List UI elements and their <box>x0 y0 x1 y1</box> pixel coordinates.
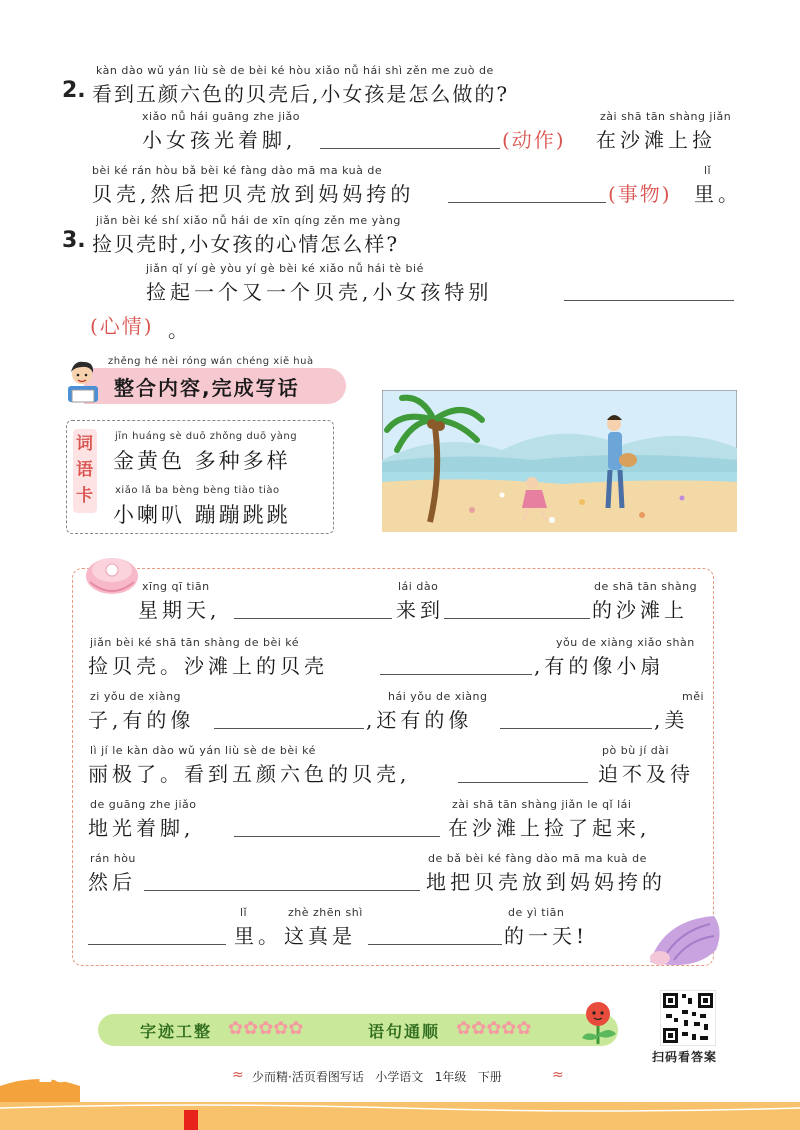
w-l2-pinyin-a: jiǎn bèi ké shā tān shàng de bèi ké <box>90 636 300 649</box>
flower-icon[interactable]: ✿ <box>471 1018 487 1039</box>
flower-icon[interactable]: ✿ <box>501 1018 517 1039</box>
footer-wave-left: ≈ <box>232 1067 244 1083</box>
question-3 <box>62 210 782 340</box>
word-card-label: 词语卡 <box>76 434 93 506</box>
word-card-row1-pinyin: jīn huáng sè duō zhǒng duō yàng <box>115 431 298 442</box>
question-2 <box>62 60 782 210</box>
section-title-pinyin: zhěng hé nèi róng wán chéng xiě huà <box>108 356 314 367</box>
q2-line1-text: 小女孩光着脚, <box>142 128 297 152</box>
w-l6-text-b: 地把贝壳放到妈妈挎的 <box>426 870 666 894</box>
w-l3-text-b: ,还有的像 <box>366 708 473 732</box>
page-number: 28 <box>38 1062 69 1088</box>
w-l4-pinyin-a: lì jí le kàn dào wǔ yán liù sè de bèi ké <box>90 744 316 757</box>
q3-mood-blank[interactable] <box>564 280 734 301</box>
w-l3-pinyin-a: zi yǒu de xiàng <box>90 690 182 703</box>
qr-caption: 扫码看答案 <box>652 1050 718 1064</box>
q2-hint-action: (动作) <box>502 128 566 152</box>
q3-end-mark: 。 <box>168 318 192 342</box>
q2-object-blank[interactable] <box>448 182 606 203</box>
rating-label-2: 语句通顺 <box>368 1022 441 1041</box>
qr-code[interactable] <box>660 990 716 1046</box>
q2-line2-pinyin: bèi ké rán hòu bǎ bèi ké fàng dào mā ma kuà de <box>92 164 383 177</box>
word-card-row2-pinyin: xiǎo lǎ ba bèng bèng tiào tiào <box>115 485 280 496</box>
flower-icon[interactable]: ✿ <box>456 1018 472 1039</box>
w-l1-text-a: 星期天, <box>138 598 221 622</box>
reading-child-icon <box>62 360 106 406</box>
w-l7-pinyin-b: zhè zhēn shì <box>288 906 363 919</box>
w-l5-text-a: 地光着脚, <box>88 816 195 840</box>
q2-line2-text-b: 里。 <box>694 182 742 206</box>
q2-line2-text: 贝壳,然后把贝壳放到妈妈挎的 <box>92 182 415 206</box>
q3-number: 3. <box>62 228 86 253</box>
w-l7-blank-object[interactable] <box>88 924 226 945</box>
w-l6-text-a: 然后 <box>88 870 136 894</box>
q2-line1-text-b: 在沙滩上捡 <box>596 128 716 152</box>
q2-line2-pinyin-b: lǐ <box>704 164 712 177</box>
q3-hint-mood: (心情) <box>90 314 154 338</box>
q2-question-pinyin: kàn dào wǔ yán liù sè de bèi ké hòu xiǎo nǚ hái shì zěn me zuò de <box>96 64 494 77</box>
w-l4-text-b: 迫不及待 <box>598 762 694 786</box>
q3-question-pinyin: jiǎn bèi ké shí xiǎo nǚ hái de xīn qíng zěn me yàng <box>96 214 401 227</box>
w-l2-blank-shells[interactable] <box>380 654 532 675</box>
flower-icon[interactable]: ✿ <box>258 1018 274 1039</box>
w-l1-pinyin-c: de shā tān shàng <box>594 580 698 593</box>
w-l1-text-b: 来到 <box>396 598 444 622</box>
w-l7-pinyin-a: lǐ <box>240 906 248 919</box>
w-l1-pinyin-b: lái dào <box>398 580 439 593</box>
w-l3-pinyin-b: hái yǒu de xiàng <box>388 690 488 703</box>
beach-illustration <box>382 390 737 532</box>
footer-wave-right: ≈ <box>552 1067 564 1083</box>
flower-icon[interactable]: ✿ <box>243 1018 259 1039</box>
w-l3-pinyin-c: měi <box>682 690 705 703</box>
flower-icon[interactable]: ✿ <box>486 1018 502 1039</box>
w-l7-text-b: 这真是 <box>284 924 356 948</box>
w-l4-pinyin-b: pò bù jí dài <box>602 744 670 757</box>
w-l4-text-a: 丽极了。看到五颜六色的贝壳, <box>88 762 411 786</box>
w-l2-text-b: ,有的像小扇 <box>534 654 665 678</box>
q2-action-blank[interactable] <box>320 128 500 149</box>
w-l4-blank-who[interactable] <box>458 762 588 783</box>
rating-stars-2 <box>456 1018 531 1039</box>
q2-number: 2. <box>62 78 86 103</box>
w-l7-text-a: 里。 <box>234 924 282 948</box>
w-l5-pinyin-a: de guāng zhe jiǎo <box>90 798 197 811</box>
w-l3-text-c: ,美 <box>654 708 689 732</box>
w-l6-pinyin-a: rán hòu <box>90 852 136 865</box>
rating-label-1: 字迹工整 <box>140 1022 213 1041</box>
flower-icon[interactable]: ✿ <box>288 1018 304 1039</box>
book-title: 少而精·活页看图写话 小学语文 1年级 下册 <box>252 1070 502 1084</box>
q3-line1-text: 捡起一个又一个贝壳,小女孩特别 <box>146 280 493 304</box>
w-l3-blank-like1[interactable] <box>214 708 364 729</box>
flower-icon[interactable]: ✿ <box>228 1018 244 1039</box>
w-l1-blank-who[interactable] <box>234 598 392 619</box>
flower-icon[interactable]: ✿ <box>516 1018 532 1039</box>
q2-line1-pinyin-b: zài shā tān shàng jiǎn <box>600 110 732 123</box>
w-l7-text-c: 的一天! <box>504 924 589 948</box>
flower-icon[interactable]: ✿ <box>273 1018 289 1039</box>
q2-line1-pinyin-a: xiǎo nǚ hái guāng zhe jiǎo <box>142 110 300 123</box>
writing-lines <box>88 580 708 960</box>
w-l6-pinyin-b: de bǎ bèi ké fàng dào mā ma kuà de <box>428 852 647 865</box>
section-banner <box>62 356 347 406</box>
w-l1-blank-where[interactable] <box>444 598 590 619</box>
q3-question: 捡贝壳时,小女孩的心情怎么样? <box>92 232 400 256</box>
w-l2-text-a: 捡贝壳。沙滩上的贝壳 <box>88 654 328 678</box>
w-l5-pinyin-b: zài shā tān shàng jiǎn le qǐ lái <box>452 798 632 811</box>
w-l1-pinyin-a: xīng qī tiān <box>142 580 210 593</box>
w-l6-blank-how[interactable] <box>144 870 420 891</box>
apple-mascot-icon <box>576 996 620 1048</box>
w-l7-blank-feeling[interactable] <box>368 924 502 945</box>
w-l5-blank-action[interactable] <box>234 816 440 837</box>
q3-line1-pinyin: jiǎn qǐ yí gè yòu yí gè bèi ké xiǎo nǚ hái tè bié <box>146 262 424 275</box>
rating-stars-1 <box>228 1018 303 1039</box>
w-l7-pinyin-c: de yì tiān <box>508 906 565 919</box>
w-l2-pinyin-b: yǒu de xiàng xiǎo shàn <box>556 636 695 649</box>
word-card-row1: 金黄色 多种多样 <box>113 449 291 473</box>
w-l5-text-b: 在沙滩上捡了起来, <box>448 816 651 840</box>
w-l3-text-a: 子,有的像 <box>88 708 195 732</box>
word-card-row2: 小喇叭 蹦蹦跳跳 <box>113 503 291 527</box>
q2-hint-object: (事物) <box>608 182 672 206</box>
w-l1-text-c: 的沙滩上 <box>592 598 688 622</box>
section-title: 整合内容,完成写话 <box>114 376 300 400</box>
word-card <box>66 420 334 534</box>
w-l3-blank-like2[interactable] <box>500 708 652 729</box>
q2-question: 看到五颜六色的贝壳后,小女孩是怎么做的? <box>92 82 510 106</box>
